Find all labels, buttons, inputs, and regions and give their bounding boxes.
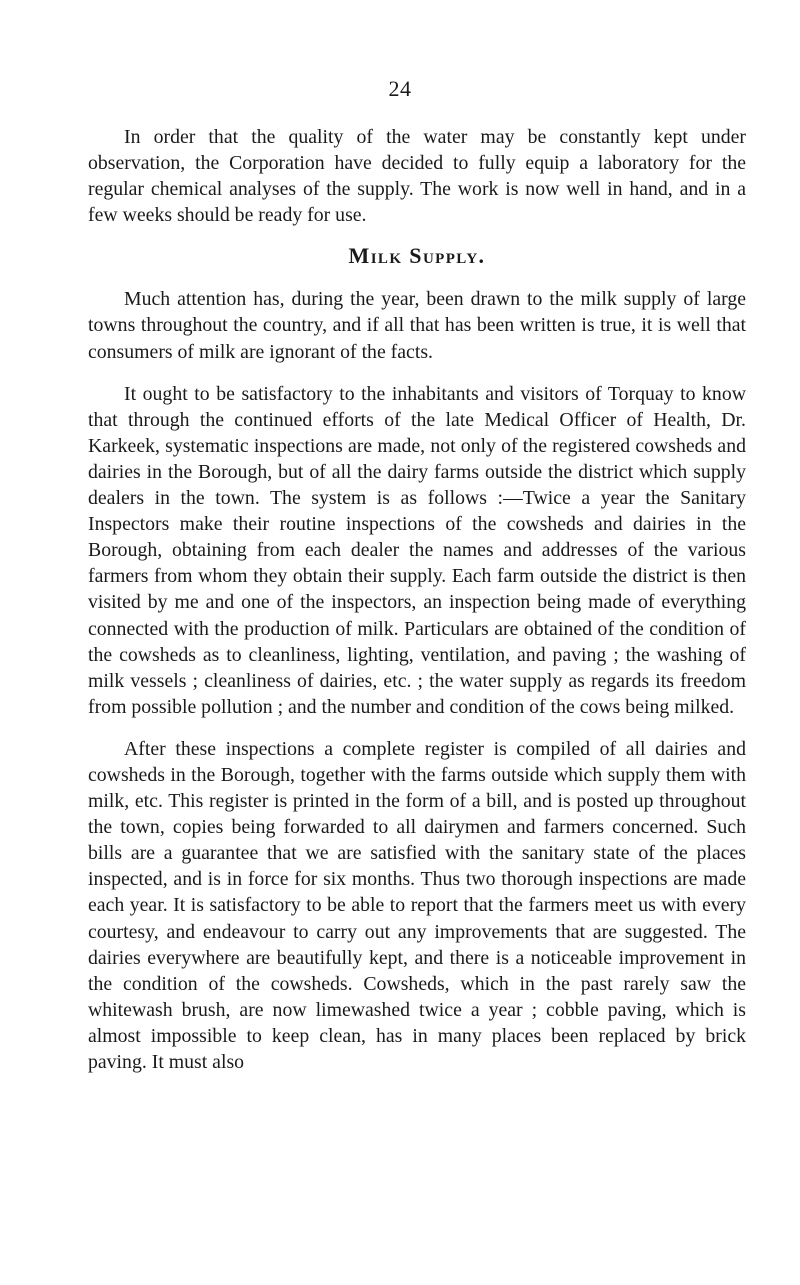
page-number: 24 <box>388 76 412 101</box>
paragraph-register: After these inspections a complete register is compiled of all dairies and cowsheds in the Borough, together with the farms outside which supply them with milk, etc. This register is printed in the form of a bill, and is posted up throughout the town, copies being forwarded to all dairymen and farmers concerned. Such bills are a guarantee that we are satisfied with the sanitary state of the places inspected, and is in force for six months. Thus two thorough inspections are made each year. It is satisfactory to be able to report that the farmers meet us with every courtesy, and endeavour to carry out any improvements that are suggested. The dairies everywhere are beautifully kept, and there is a noticeable improvement in the condition of the cowsheds. Cowsheds, which in the past rarely saw the whitewash brush, are now limewashed twice a year ; cobble paving, which is almost impossible to keep clean, has in many places been replaced by brick paving. It must also <box>88 737 746 1073</box>
paragraph-water-laboratory: In order that the quality of the water may be constantly kept under observation, the Corporation have decided to fully equip a laboratory for the regular chemical analyses of the supply. The work is now well in hand, and in a few weeks should be ready for use. <box>88 126 746 227</box>
paragraph-inspection-system: It ought to be satisfactory to the inhabitants and visitors of Torquay to know that through the continued efforts of the late Medical Officer of Health, Dr. Karkeek, systematic inspections are made, not only of the registered cowsheds and dairies in the Borough, but of all the dairy farms outside the district which supply dealers in the town. The system is as follows :—Twice a year the Sanitary Inspectors make their routine inspections of the cowsheds and dairies in the Borough, obtaining from each dealer the names and addresses of the various farmers from whom they obtain their supply. Each farm outside the district is then visited by me and one of the inspectors, an inspection being made of everything connected with the production of milk. Particulars are obtained of the condition of the cowsheds as to cleanliness, lighting, ventilation, and paving ; the washing of milk vessels ; cleanliness of dairies, etc. ; the water supply as regards its freedom from possible pollution ; and the number and condition of the cows being milked. <box>88 382 746 718</box>
paragraph-milk-attention: Much attention has, during the year, been drawn to the milk supply of large towns throughout the country, and if all that has been written is true, it is well that consumers of milk are ignorant of the facts. <box>88 288 746 363</box>
body-text <box>88 124 746 1075</box>
section-heading-milk-supply: Milk Supply. <box>348 243 486 269</box>
